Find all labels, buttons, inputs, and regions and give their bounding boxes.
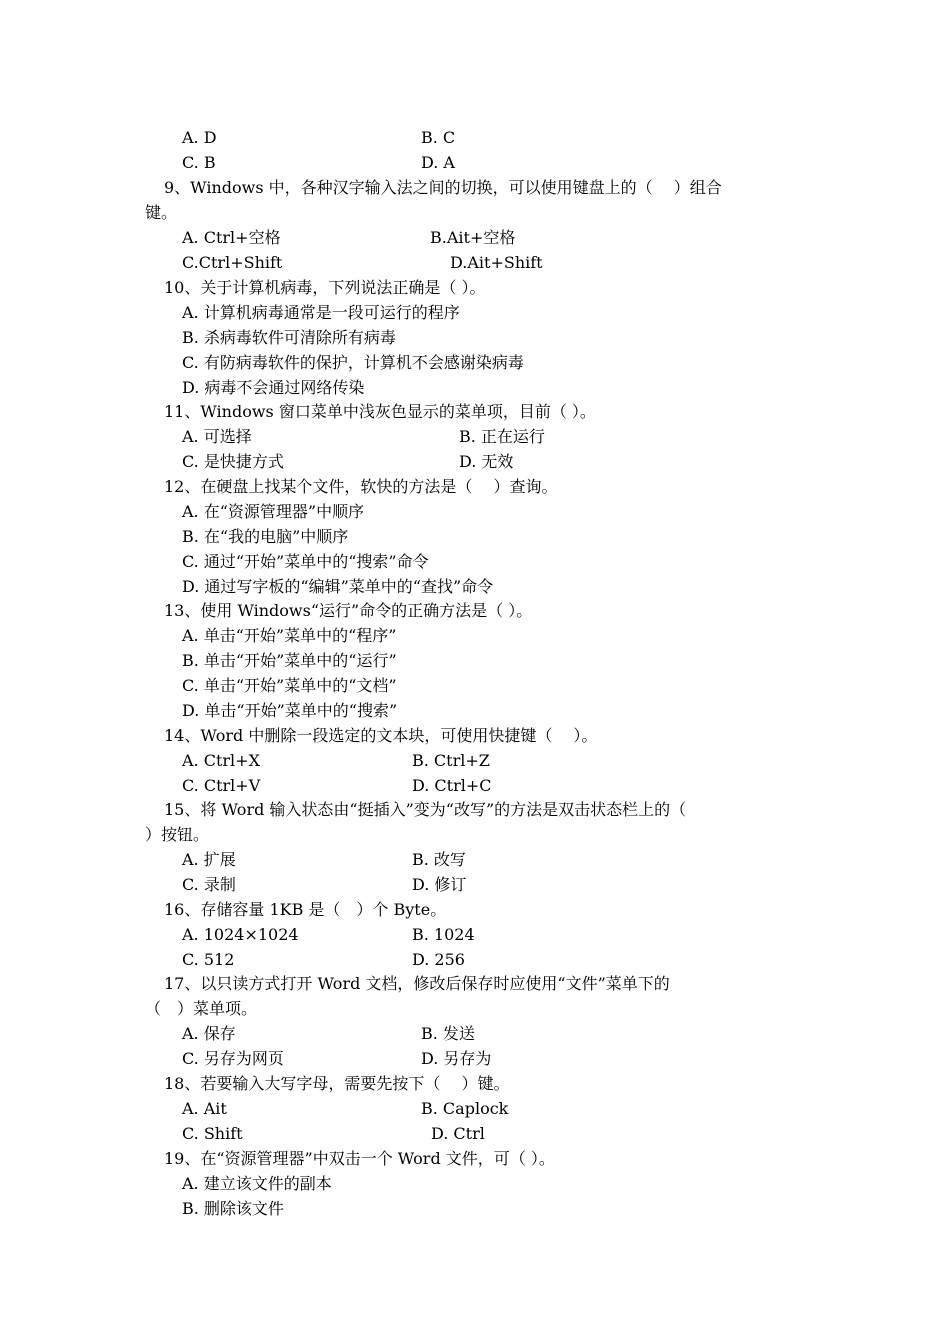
question-10-stem: 10、关于计算机病毒，下列说法正确是（ ）。: [164, 278, 486, 297]
option-d: D. Ctrl+C: [412, 776, 492, 795]
question-17-stem: 17、以只读方式打开 Word 文档，修改后保存时应使用“文件”菜单下的: [164, 974, 670, 993]
question-11-stem: 11、Windows 窗口菜单中浅灰色显示的菜单项，目前（ ）。: [164, 402, 596, 421]
option-a: A. D: [182, 128, 217, 147]
question-12-stem: 12、在硬盘上找某个文件，软快的方法是（ ）查询。: [164, 477, 558, 496]
option-b: B.Ait+空格: [430, 228, 516, 247]
option-a: A. Ait: [182, 1099, 227, 1118]
question-16-stem: 16、存储容量 1KB 是（ ）个 Byte。: [164, 900, 447, 919]
option-d: D. 病毒不会通过网络传染: [182, 378, 365, 397]
option-a: A. 可选择: [182, 427, 252, 446]
question-17-stem-cont: （ ）菜单项。: [145, 999, 258, 1018]
option-a: A. 在“资源管理器”中顺序: [182, 502, 365, 521]
option-b: B. 单击“开始”菜单中的“运行”: [182, 651, 397, 670]
question-19-stem: 19、在“资源管理器”中双击一个 Word 文件，可（ ）。: [164, 1149, 555, 1168]
option-d: D. 单击“开始”菜单中的“搜索”: [182, 701, 398, 720]
option-b: B. 正在运行: [459, 427, 545, 446]
question-18-stem: 18、若要输入大写字母，需要先按下（ ）键。: [164, 1074, 510, 1093]
option-d: D. 无效: [459, 452, 514, 471]
option-d: D. 另存为: [421, 1049, 492, 1068]
question-14-stem: 14、Word 中删除一段选定的文本块，可使用快捷键（ ）。: [164, 726, 598, 745]
option-c: C. 通过“开始”菜单中的“搜索”命令: [182, 552, 429, 571]
option-c: C.Ctrl+Shift: [182, 253, 283, 272]
option-c: C. 录制: [182, 875, 236, 894]
option-d: D. 通过写字板的“编辑”菜单中的“查找”命令: [182, 577, 494, 596]
option-d: D. A: [421, 153, 455, 172]
option-b: B. 1024: [412, 925, 475, 944]
question-15-stem: 15、将 Word 输入状态由“挺插入”变为“改写”的方法是双击状态栏上的（: [164, 800, 687, 819]
option-b: B. 杀病毒软件可清除所有病毒: [182, 328, 396, 347]
option-c: C. Shift: [182, 1124, 243, 1143]
option-d: D. Ctrl: [431, 1124, 485, 1143]
option-c: C. 有防病毒软件的保护，计算机不会感谢染病毒: [182, 353, 524, 372]
option-d: D. 256: [412, 950, 465, 969]
option-b: B. 发送: [421, 1024, 475, 1043]
option-a: A. Ctrl+空格: [182, 228, 281, 247]
question-13-stem: 13、使用 Windows“运行”命令的正确方法是（ ）。: [164, 601, 533, 620]
option-b: B. Ctrl+Z: [412, 751, 490, 770]
question-15-stem-cont: ）按钮。: [145, 825, 210, 844]
option-d: D. 修订: [412, 875, 467, 894]
option-b: B. 删除该文件: [182, 1199, 284, 1218]
option-a: A. 保存: [182, 1024, 236, 1043]
option-a: A. 扩展: [182, 850, 236, 869]
option-b: B. C: [421, 128, 456, 147]
question-9-stem-cont: 键。: [145, 203, 178, 222]
option-b: B. 改写: [412, 850, 466, 869]
option-a: A. 建立该文件的副本: [182, 1174, 332, 1193]
option-a: A. Ctrl+X: [182, 751, 260, 770]
question-9-stem: 9、Windows 中，各种汉字输入法之间的切换，可以使用键盘上的（ ）组合: [164, 178, 722, 197]
option-b: B. 在“我的电脑”中顺序: [182, 527, 349, 546]
option-c: C. 单击“开始”菜单中的“文档”: [182, 676, 397, 695]
option-a: A. 单击“开始”菜单中的“程序”: [182, 626, 397, 645]
option-a: A. 1024×1024: [182, 925, 299, 944]
option-c: C. 另存为网页: [182, 1049, 284, 1068]
option-c: C. B: [182, 153, 216, 172]
option-a: A. 计算机病毒通常是一段可运行的程序: [182, 303, 460, 322]
option-c: C. 是快捷方式: [182, 452, 284, 471]
option-c: C. 512: [182, 950, 235, 969]
option-c: C. Ctrl+V: [182, 776, 261, 795]
option-b: B. Caplock: [421, 1099, 509, 1118]
option-d: D.Ait+Shift: [450, 253, 543, 272]
